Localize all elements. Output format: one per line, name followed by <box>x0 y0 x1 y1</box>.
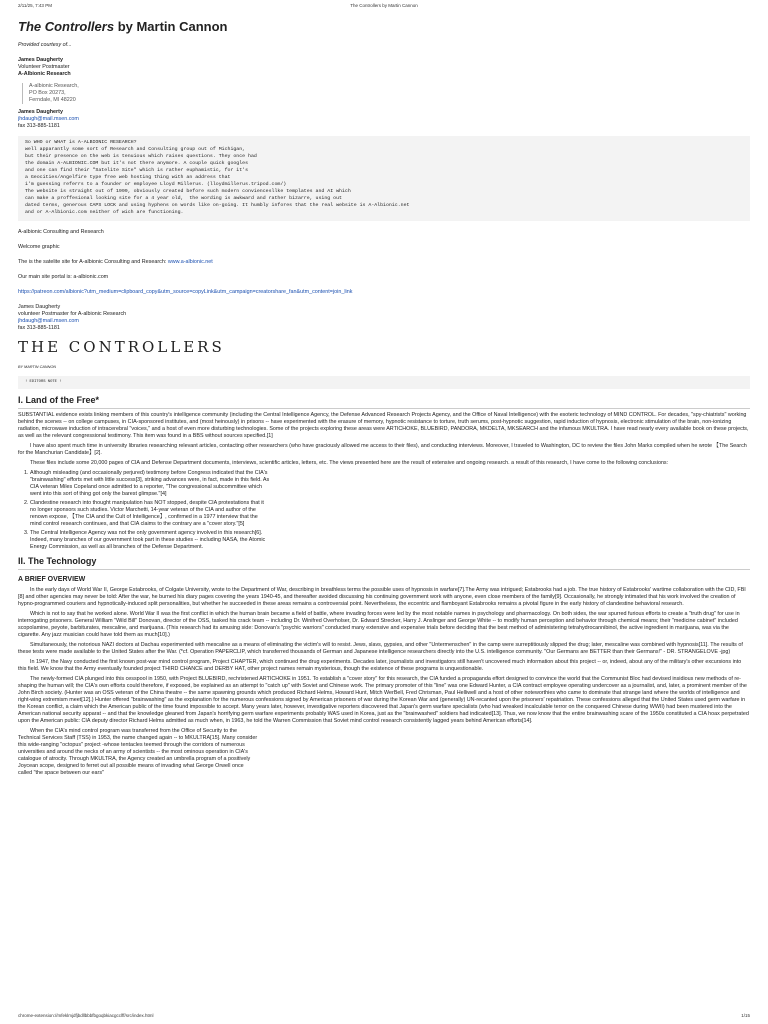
byline: BY MARTIN CANNON <box>18 365 57 370</box>
page-title <box>18 19 750 36</box>
satellite-link[interactable]: www.a-albionic.net <box>167 258 213 265</box>
contact-org: A-Albionic Research <box>18 70 71 77</box>
list-item: 3. The Central Intelligence Agency was not the only government agency involved in this research[6]. Indeed, many branches of our government took part in these studies -- including NASA, the Atomic Energy Commission, as well as all branches of the Defense Department. <box>30 530 270 551</box>
address-line: A-albionic Research, <box>29 82 79 89</box>
contact2-name: James Daugherty <box>18 109 63 115</box>
title-italic: The Controllers <box>18 19 115 34</box>
contact2-fax: fax 313-885-1181 <box>18 123 60 130</box>
contact3-name: James Daugherty <box>18 303 61 310</box>
article-title: THE CONTROLLERS <box>18 337 225 356</box>
paragraph: These files include some 20,000 pages of CIA and Defense Department documents, interviews, scientific articles, letters, etc. The views presented here are the result of extensive and ongoing research. a result of this research, I have come to the following conclusions: <box>30 459 669 466</box>
satellite-text: The is the satelite site for A-albionic Consulting and Research: <box>18 258 168 265</box>
list-item: 2. Clandestine research into thought manipulation has NOT stopped, despite CIA protestations that it no longer sponsors such studies. Victor Marchetti, 14-year veteran of the CIA and author of the renown expose, 【The CIA and the Cult of Intelligence】, confirmed in a 1977 interview that the mind control research continues, and that CIA claims to the contrary are a "cover story."[5] <box>30 500 270 528</box>
address-line: Ferndale, MI 48220 <box>29 96 76 103</box>
section-heading: I. Land of the Free* <box>18 395 750 409</box>
print-datetime: 2/11/25, 7:43 PM <box>18 3 52 8</box>
paragraph: Simultaneously, the notorious NAZI doctors at Dachau experimented with mescaline as a means of eliminating the victim's will to resist. Jews, slavs, gypsies, and other "Untermenschen" in the camp were surreptitiously slipped the drug; later, mescaline was combined with hypnosis[11]. The results of these tests were made available to the United States after the War. (*cf. Operation PAPERCLIP, which transferred thousands of German and Japanese intelligence researchers directly into the U.S. intelligence community. "Our Germans are BETTER than their Germans!" - DR. STRANGELOVE -jpg) <box>18 641 743 655</box>
print-url: chrome-extension://mfeklmjdfjbdllbbbfbgoqbkiacgcclff/src/index.html <box>18 1013 154 1018</box>
document-page <box>18 14 750 1010</box>
contact3-email-link[interactable]: jhdaugh@mail.msen.com <box>18 317 79 324</box>
paragraph: The newly-formed CIA plunged into this cesspool in 1950, with Project BLUEBIRD, rechristened ARTICHOKE in 1951. To establish a "cover story" for this research, the CIA funded a propaganda effort designed to convince the world that the Communist Bloc had devised insidious new methods of re-shaping the human will; the CIA's own efforts could therefore, if exposed, be explained as an attempt to "catch up" with Soviet and Chinese work. The primary promoter of this "line" was one Edward Hunter, a CIA contract employee operating undercover as a journalist, and, later, a prominent member of the John Birch society. (Hunter was an OSS veteran of the China theatre -- the same spawning grounds which produced Richard Helms, Howard Hunt, Mitch WerBell, Fred Chrisman, Paul Helliwell and a host of other noteworthies who came to dominate that strange land where the worlds of intelligence and right-wing extremism meet[12].) Hunter offered "brainwashing" as the explanation for the numerous confessions signed by American prisoners of war during the Korean War and (generally) UN-recanted upon the prisoners' repatriation. These confessions alleged that the United States used germ warfare in the Korean conflict, a claim which the American public of the time found impossible to accept. Many years later, however, investigative reporters discovered that Japan's germ warfare specialists (who had wreaked incalculable terror on the conquered Chinese during WWII) had been mustered into the American national security apparat -- and that the knowledge gleaned from Japan's horrifying germ warfare experiments probably WAS used in Korea, just as the "brainwashed" soldiers had indicated[13]. Thus, we now know that the entire brainwashing scare of the 1950s constituted a CIA hoax perpetrated upon the American public: CIA deputy director Richard Helms admitted as much when, in 1963, he told the Warren Commission that Soviet mind control research consistently lagged years behind American efforts[14]. <box>18 675 749 725</box>
paragraph: Which is not to say that he worked alone. World War II was the first conflict in which the human brain became a field of battle, where invading forces were led by the most notable names in psychology and pharmacology. On both sides, the war spurred furious efforts to create a "truth drug" for use in interrogating prisoners. General William "Wild Bill" Donovan, director of the OSS, tasked his crack team -- including Dr. Winifred Overholser, Dr. Edward Strecker, Harry J. Anslinger and George White -- to modify human perception and behavior through chemical means; their "medicine cabinet" included scopolamine, peyote, barbiturates, mescaline, and marijuana. (This research had its amusing side: Donovan's "psychic warriors" conducted many extensive and expensive trials before deciding that the best method of administering tetrahydrocannibinol, the active ingredient in marijuana, was via the cigarette. Any jazz musician could have told them as much[10].) <box>18 610 740 638</box>
consulting-line: A-albionic Consulting and Research <box>18 228 104 235</box>
browser-header <box>18 3 750 11</box>
contact-role: Volunteer Postmaster <box>18 63 70 70</box>
paragraph: SUBSTANTIAL evidence exists linking members of this country's intelligence community (including the Central Intelligence Agency, the Defense Advanced Research Projects Agency, and the Office of Naval Intelligence) with the esoteric technology of MIND CONTROL. For decades, "spy-chiatrists" working behind the scenes -- on college campuses, in CIA-sponsored institutes, and (most heinously) in prisons -- have experimented with the erasure of memory, hypnotic resistance to torture, truth serums, post-hypnotic suggestion, rapid induction of hypnosis, electronic stimulation of the brain, non-ionizing radiation, microwave induction of intracerebral "voices," and a host of even more disturbing technologies. Some of the projects exploring these areas were ARTICHOKE, BLUEBIRD, PANDORA, MKDELTA, MKSEARCH and the infamous MKULTRA. I have read nearly every available book on these projects, as well as the relevant congressional testimony. This item was found in a BBS without sources specified.[1] <box>18 411 749 439</box>
paragraph: I have also spent much time in university libraries researching relevant articles, contacting other researchers (who have graciously allowed me access to their files), and conducting interviews. Moreover, I traveled to Washington, DC to review the files John Marks compiled when he wrote 【The Search for the Manchurian Candidate】[2]. <box>18 442 747 456</box>
satellite-line <box>18 259 750 266</box>
contact-name: James Daugherty <box>18 56 63 63</box>
address-block <box>22 83 750 104</box>
contact3-role: volunteer Postmaster for A-albionic Research <box>18 310 127 317</box>
section-heading: II. The Technology <box>18 556 750 570</box>
patreon-link[interactable]: https://patreon.com/albionic?utm_medium=clipboard_copy&utm_source=copyLink&utm_campaign=creatorshare_fan&utm_content=join_link <box>18 288 353 295</box>
print-title: The Controllers by Martin Cannon <box>350 3 418 8</box>
conclusions-list <box>18 470 750 551</box>
contact2-email-link[interactable]: jhdaugh@mail.msen.com <box>18 116 79 123</box>
paragraph: When the CIA's mind control program was transferred from the Office of Security to the Technical Services Staff (TSS) in 1953, the name changed again -- to MKULTRA[15]. Many consider this wide-ranging "octopus" project -whose tentacles teemed through the corridors of numerous universities and around the necks of an army of scientists -- the most ominous operation in CIA's catalogue of atrocity. Through MKULTRA, the Agency created an umbrella program of a positively Joycean scope, designed to ferret out all possible means of invading what George Orwell once called "the space between our ears" <box>18 728 258 777</box>
list-item: 1. Although misleading (and occasionally perjured) testimony before Congress indicated that the CIA's "brainwashing" efforts met with little success[3], striking advances were, in fact, made in this field. As CIA veteran Miles Copeland once admitted to a reporter, "The congressional subcommittee which went into this sort of thing got only the barest glimpse."[4] <box>30 470 270 498</box>
commentary-block: So WHO or WHAT is A-ALBIONIC RESEARCH? well apparantly some sort of Research and Consulting group out of Michigan, but their presence on the web is tenuious which raises questions. They once had the domain A-ALBIONIC.COM but it's not there anymore. A couple quick googles and one can find their "Satelite Site" which is rather euphamistic, for it's a Geocities/Angelfire type free web hosting thing with an address that i'm guessing referrs to a founder or employee Lloyd Millerus. (lloydmillerus.tripod.com/) The website is straight out of 1999, obviously created before such modern conviencesllke templates and AI which can make a proffesional looking site for a 4 year old, the wording is awkward and rather bizarre, using out dated terms, generous CAPS LOCK and using hyphens on words like on-going. It humbly infores that the real website is A-Albionic.net and or A-Albionic.com neither of wich are functioning. <box>18 136 750 220</box>
paragraph: In 1947, the Navy conducted the first known post-war mind control program, Project CHAPTER, which continued the drug experiments. Decades later, journalists and investigators still haven't uncovered much information about this project -- or, indeed, about any of the military's other excursions into this field. We know that the Army eventually founded project THIRD CHANCE and DERBY HAT, other project names remain mysterious, though the existence of these programs is unquestionable. <box>18 658 742 672</box>
paragraph: In the early days of World War II, George Estabrooks, of Colgate University, wrote to the Department of War, describing in breathless terms the possible uses of hypnosis in warfare[7].The Army was intrigued; Estabrooks had a job. The true history of Estabrooks' wartime collaboration with the CID, FBI [8] and other agencies may never be told: After the war, he burned his diary pages covering the years 1940-45, and thereafter avoided discussing his continuing government work with anyone, even close members of the family[9]. Occasionally, he strongly intimated that his work involved the creation of hypno-programmed couriers and hypnotically-induced split personalities, but whether he succeeded in these areas remains a controversial point. Nevertheless, the eccentric and flamboyant Estabrooks remains a pivotal figure in the early history of clandestine behavioral research. <box>18 586 746 607</box>
editors-note: ! EDITORS NOTE ! <box>18 376 750 389</box>
browser-footer <box>18 1013 750 1021</box>
portal-line: Our main site portal is: a-albionic.com <box>18 273 109 280</box>
subsection-heading: A BRIEF OVERVIEW <box>18 575 86 583</box>
welcome-graphic-alt: Welcome graphic <box>18 243 60 250</box>
title-rest: by Martin Cannon <box>114 19 228 34</box>
print-page-number: 1/15 <box>741 1013 750 1018</box>
contact3-fax: fax 313-885-1181 <box>18 324 60 331</box>
provided-courtesy: Provided courtesy of... <box>18 41 72 48</box>
address-line: PO Box 20273, <box>29 89 66 96</box>
